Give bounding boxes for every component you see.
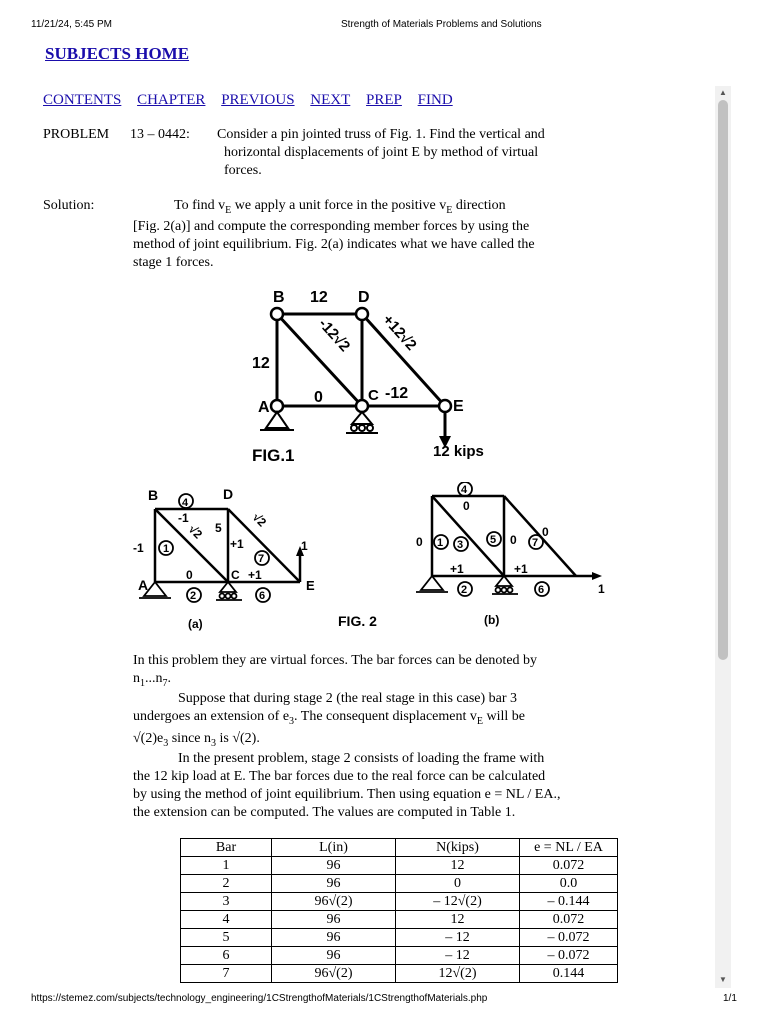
- scrollbar-thumb[interactable]: [718, 100, 728, 660]
- para2-line-3: $√(2)e_3$ since $n_3$ is √(2).: [133, 731, 260, 749]
- fig2b-member-2: 2: [461, 584, 468, 596]
- fig2a-force-ac: 0: [186, 568, 193, 582]
- nav-previous-link[interactable]: PREVIOUS: [221, 92, 295, 108]
- table-cell: 0.0: [520, 875, 618, 893]
- fig2a-load-label: 1: [301, 539, 308, 553]
- fig1-label-a: A: [258, 399, 270, 416]
- solution-line-4: stage 1 forces.: [133, 255, 214, 270]
- table-cell: 12√(2): [396, 965, 520, 983]
- fig2a-caption: (a): [188, 617, 203, 631]
- table-cell: 96: [272, 947, 396, 965]
- fig2b-member-3: 3: [457, 539, 464, 551]
- fig2b-force-dc: 0: [510, 533, 517, 547]
- para2-line-1: Suppose that during stage 2 (the real stage in this case) bar 3: [178, 691, 518, 706]
- table-row: [181, 893, 618, 911]
- scroll-up-arrow-icon[interactable]: ▲: [719, 88, 727, 97]
- fig2b-member-5: 5: [490, 534, 497, 546]
- fig1-label-e: E: [453, 398, 464, 415]
- print-url: https://stemez.com/subjects/technology_engineering/1CStrengthofMaterials/1CStrengthofMaterials.php: [31, 993, 488, 1004]
- figure-2b-truss: [408, 482, 608, 632]
- fig1-label-b: B: [273, 289, 285, 306]
- fig2a-member-4: 4: [182, 497, 189, 509]
- fig2a-label-e: E: [306, 578, 315, 593]
- figure-2a-truss: [130, 482, 330, 632]
- nav-contents-link[interactable]: CONTENTS: [43, 92, 122, 108]
- fig1-force-ac: 0: [314, 389, 323, 406]
- vertical-scrollbar[interactable]: [715, 86, 731, 988]
- table-cell: 0: [396, 875, 520, 893]
- table-cell: – 12: [396, 929, 520, 947]
- fig1-force-ab: 12: [252, 355, 270, 372]
- para1-line-1: In this problem they are virtual forces. The bar forces can be denoted by: [133, 653, 538, 668]
- table-header-cell: L(in): [272, 839, 396, 857]
- problem-number: 13 – 0442:: [130, 127, 190, 142]
- print-page-number: 1/1: [723, 993, 737, 1004]
- fig2b-member-4: 4: [461, 484, 468, 496]
- table-row: [181, 965, 618, 983]
- fig2a-member-7: 7: [258, 553, 265, 565]
- table-cell: 2: [181, 875, 272, 893]
- subjects-home-link[interactable]: SUBJECTS HOME: [45, 44, 190, 63]
- table-cell: 6: [181, 947, 272, 965]
- table-row: [181, 929, 618, 947]
- bar-table: [180, 838, 618, 983]
- fig2b-force-ab: 0: [416, 535, 423, 549]
- problem-line-2: horizontal displacements of joint E by method of virtual: [224, 145, 539, 160]
- fig2a-member-1: 1: [163, 543, 170, 555]
- fig2b-force-bd: 0: [463, 499, 470, 513]
- para2-line-2: undergoes an extension of $e_3$. The consequent displacement $v_E$ will be: [133, 709, 525, 727]
- fig2a-force-dc: +1: [230, 537, 244, 551]
- figure-1-truss: [240, 280, 520, 465]
- table-cell: 96: [272, 857, 396, 875]
- fig2b-caption: (b): [484, 613, 500, 627]
- fig2a-label-c: C: [231, 568, 240, 582]
- solution-line-1: To find $v_E$ we apply a unit force in the positive $v_E$ direction: [174, 198, 506, 216]
- fig2a-force-de: √2: [249, 510, 270, 530]
- fig2b-member-7: 7: [532, 537, 539, 549]
- fig2a-member-6: 6: [259, 590, 266, 602]
- table-cell: 0.072: [520, 857, 618, 875]
- fig1-label-c: C: [368, 387, 379, 404]
- fig1-force-de: +12√2: [379, 311, 420, 354]
- solution-label: Solution:: [43, 198, 95, 213]
- fig1-load-label: 12 kips: [433, 443, 484, 460]
- nav-bar: [43, 92, 465, 109]
- fig2-caption: FIG. 2: [338, 613, 377, 629]
- table-cell: 0.072: [520, 911, 618, 929]
- table-cell: – 0.144: [520, 893, 618, 911]
- scroll-down-arrow-icon[interactable]: ▼: [719, 975, 727, 984]
- nav-find-link[interactable]: FIND: [417, 92, 453, 108]
- table-header-cell: Bar: [181, 839, 272, 857]
- fig2b-member-1: 1: [437, 537, 444, 549]
- table-cell: 96: [272, 911, 396, 929]
- para3-line-2: the 12 kip load at E. The bar forces due to the real force can be calculated: [133, 769, 546, 784]
- table-cell: 96√(2): [272, 893, 396, 911]
- fig2b-force-de: 0: [542, 525, 549, 539]
- fig2b-member-6: 6: [538, 584, 545, 596]
- print-title: Strength of Materials Problems and Solutions: [341, 19, 542, 30]
- table-cell: 5: [181, 929, 272, 947]
- fig1-caption: FIG.1: [252, 446, 295, 465]
- problem-line-1: Consider a pin jointed truss of Fig. 1. Find the vertical and: [217, 127, 545, 142]
- problem-line-3: forces.: [224, 163, 262, 178]
- fig2a-label-b: B: [148, 487, 159, 503]
- fig2b-load-label: 1: [598, 582, 605, 596]
- para1-line-2: $n_1...n_7$.: [133, 671, 171, 689]
- fig1-label-d: D: [358, 289, 370, 306]
- table-cell: 12: [396, 911, 520, 929]
- solution-line-3: method of joint equilibrium. Fig. 2(a) indicates what we have called the: [133, 237, 535, 252]
- fig2a-member-5: 5: [215, 521, 222, 535]
- fig1-force-bc: -12√2: [315, 315, 354, 356]
- fig2a-force-bd: -1: [178, 511, 189, 525]
- para3-line-1: In the present problem, stage 2 consists of loading the frame with: [178, 751, 545, 766]
- nav-chapter-link[interactable]: CHAPTER: [137, 92, 206, 108]
- print-timestamp: 11/21/24, 5:45 PM: [31, 19, 112, 30]
- table-cell: 96√(2): [272, 965, 396, 983]
- fig2a-member-2: 2: [190, 590, 197, 602]
- para3-line-4: the extension can be computed. The values are computed in Table 1.: [133, 805, 516, 820]
- table-cell: 7: [181, 965, 272, 983]
- table-cell: – 12√(2): [396, 893, 520, 911]
- table-cell: 3: [181, 893, 272, 911]
- fig1-force-bd: 12: [310, 289, 328, 306]
- table-header-row: [181, 839, 618, 857]
- solution-line-2: [Fig. 2(a)] and compute the corresponding member forces by using the: [133, 219, 530, 234]
- table-cell: 4: [181, 911, 272, 929]
- table-row: [181, 875, 618, 893]
- fig2a-force-ce: +1: [248, 568, 262, 582]
- fig2b-force-ac: +1: [450, 562, 464, 576]
- fig1-force-ce: -12: [385, 385, 409, 402]
- table-row: [181, 947, 618, 965]
- table-header-cell: N(kips): [396, 839, 520, 857]
- table-cell: – 12: [396, 947, 520, 965]
- fig2a-label-a: A: [138, 577, 149, 593]
- fig2a-force-bc: √2: [185, 522, 206, 542]
- fig2a-force-ab: -1: [133, 541, 144, 555]
- table-cell: – 0.072: [520, 947, 618, 965]
- table-header-cell: e = NL / EA: [520, 839, 618, 857]
- table-row: [181, 857, 618, 875]
- fig2a-label-d: D: [223, 486, 234, 502]
- problem-label: PROBLEM: [43, 127, 110, 142]
- table-cell: 1: [181, 857, 272, 875]
- nav-prep-link[interactable]: PREP: [366, 92, 402, 108]
- table-row: [181, 911, 618, 929]
- nav-next-link[interactable]: NEXT: [310, 92, 351, 108]
- fig2b-force-ce: +1: [514, 562, 528, 576]
- table-cell: – 0.072: [520, 929, 618, 947]
- table-cell: 0.144: [520, 965, 618, 983]
- table-cell: 12: [396, 857, 520, 875]
- para3-line-3: by using the method of joint equilibrium. Then using equation e = NL / EA.,: [133, 787, 561, 802]
- table-cell: 96: [272, 875, 396, 893]
- table-cell: 96: [272, 929, 396, 947]
